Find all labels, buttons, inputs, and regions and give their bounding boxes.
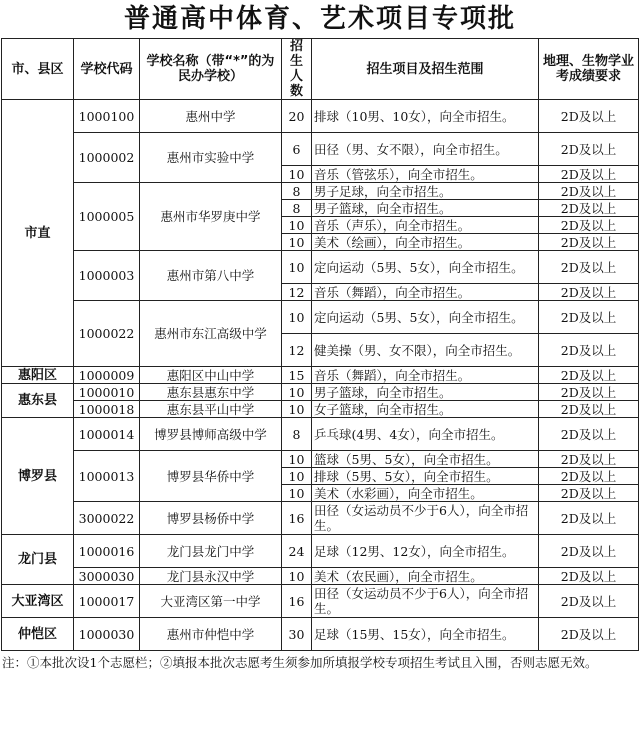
school-code: 1000018 <box>74 401 140 418</box>
count-cell: 8 <box>282 418 312 451</box>
school-name: 惠州市实验中学 <box>140 133 282 183</box>
table-row <box>2 251 639 284</box>
school-name: 龙门县龙门中学 <box>140 535 282 568</box>
region-cell: 博罗县 <box>2 418 74 535</box>
project-cell: 田径（女运动员不少于6人），向全市招生。 <box>312 502 539 535</box>
count-cell: 12 <box>282 334 312 367</box>
school-code: 1000010 <box>74 384 140 401</box>
project-cell: 音乐（舞蹈），向全市招生。 <box>312 367 539 384</box>
count-cell: 30 <box>282 618 312 651</box>
table-row <box>2 384 639 401</box>
project-cell: 排球（5男、5女），向全市招生。 <box>312 468 539 485</box>
req-cell: 2D及以上 <box>539 401 639 418</box>
project-cell: 田径（女运动员不少于6人），向全市招生。 <box>312 585 539 618</box>
project-cell: 定向运动（5男、5女），向全市招生。 <box>312 251 539 284</box>
project-cell: 排球（10男、10女），向全市招生。 <box>312 100 539 133</box>
school-name: 惠阳区中山中学 <box>140 367 282 384</box>
count-cell: 10 <box>282 234 312 251</box>
table-row <box>2 418 639 451</box>
school-name: 惠州市东江高级中学 <box>140 301 282 367</box>
header-count: 招生人数 <box>282 39 312 100</box>
header-req: 地理、生物学业考成绩要求 <box>539 39 639 100</box>
req-cell: 2D及以上 <box>539 200 639 217</box>
project-cell: 音乐（舞蹈），向全市招生。 <box>312 284 539 301</box>
req-cell: 2D及以上 <box>539 251 639 284</box>
count-cell: 24 <box>282 535 312 568</box>
req-cell: 2D及以上 <box>539 234 639 251</box>
school-code: 1000013 <box>74 451 140 502</box>
count-cell: 10 <box>282 166 312 183</box>
school-code: 3000022 <box>74 502 140 535</box>
project-cell: 美术（农民画），向全市招生。 <box>312 568 539 585</box>
school-name: 惠州市第八中学 <box>140 251 282 301</box>
req-cell: 2D及以上 <box>539 301 639 334</box>
req-cell: 2D及以上 <box>539 585 639 618</box>
table-row <box>2 183 639 200</box>
project-cell: 篮球（5男、5女），向全市招生。 <box>312 451 539 468</box>
school-name: 惠州市华罗庚中学 <box>140 183 282 251</box>
req-cell: 2D及以上 <box>539 502 639 535</box>
count-cell: 6 <box>282 133 312 166</box>
req-cell: 2D及以上 <box>539 367 639 384</box>
req-cell: 2D及以上 <box>539 384 639 401</box>
req-cell: 2D及以上 <box>539 284 639 301</box>
count-cell: 15 <box>282 367 312 384</box>
req-cell: 2D及以上 <box>539 166 639 183</box>
req-cell: 2D及以上 <box>539 217 639 234</box>
req-cell: 2D及以上 <box>539 133 639 166</box>
req-cell: 2D及以上 <box>539 485 639 502</box>
school-code: 1000100 <box>74 100 140 133</box>
school-name: 惠州中学 <box>140 100 282 133</box>
project-cell: 女子篮球，向全市招生。 <box>312 401 539 418</box>
req-cell: 2D及以上 <box>539 418 639 451</box>
footnote: 注：①本批次设1个志愿栏；②填报本批次志愿考生须参加所填报学校专项招生考试且入围，否则志愿无效。 <box>2 655 598 670</box>
table-row <box>2 568 639 585</box>
school-code: 1000003 <box>74 251 140 301</box>
region-cell: 惠阳区 <box>2 367 74 384</box>
count-cell: 12 <box>282 284 312 301</box>
count-cell: 10 <box>282 485 312 502</box>
count-cell: 8 <box>282 200 312 217</box>
table-row <box>2 535 639 568</box>
table-row <box>2 451 639 468</box>
region-cell: 惠东县 <box>2 384 74 418</box>
project-cell: 足球（15男、15女），向全市招生。 <box>312 618 539 651</box>
school-name: 惠东县惠东中学 <box>140 384 282 401</box>
school-name: 惠州市仲恺中学 <box>140 618 282 651</box>
school-code: 1000016 <box>74 535 140 568</box>
project-cell: 男子篮球，向全市招生。 <box>312 384 539 401</box>
school-name: 龙门县永汉中学 <box>140 568 282 585</box>
school-name: 大亚湾区第一中学 <box>140 585 282 618</box>
header-name: 学校名称（带“*”的为民办学校） <box>140 39 282 100</box>
count-cell: 10 <box>282 451 312 468</box>
school-name: 博罗县博师高级中学 <box>140 418 282 451</box>
count-cell: 10 <box>282 217 312 234</box>
table-row <box>2 585 639 618</box>
table-row <box>2 100 639 133</box>
count-cell: 20 <box>282 100 312 133</box>
req-cell: 2D及以上 <box>539 568 639 585</box>
count-cell: 16 <box>282 502 312 535</box>
count-cell: 10 <box>282 401 312 418</box>
region-cell: 龙门县 <box>2 535 74 585</box>
count-cell: 10 <box>282 568 312 585</box>
header-region: 市、县区 <box>2 39 74 100</box>
project-cell: 美术（水彩画），向全市招生。 <box>312 485 539 502</box>
req-cell: 2D及以上 <box>539 535 639 568</box>
table-row <box>2 133 639 166</box>
school-code: 1000005 <box>74 183 140 251</box>
school-name: 惠东县平山中学 <box>140 401 282 418</box>
project-cell: 乒乓球(4男、4女），向全市招生。 <box>312 418 539 451</box>
req-cell: 2D及以上 <box>539 334 639 367</box>
school-code: 3000030 <box>74 568 140 585</box>
region-cell: 大亚湾区 <box>2 585 74 618</box>
admission-table <box>1 38 639 651</box>
table-row <box>2 502 639 535</box>
region-cell: 市直 <box>2 100 74 367</box>
count-cell: 8 <box>282 183 312 200</box>
table-row <box>2 301 639 334</box>
school-code: 1000014 <box>74 418 140 451</box>
project-cell: 音乐（管弦乐），向全市招生。 <box>312 166 539 183</box>
req-cell: 2D及以上 <box>539 468 639 485</box>
school-code: 1000030 <box>74 618 140 651</box>
school-code: 1000002 <box>74 133 140 183</box>
header-project: 招生项目及招生范围 <box>312 39 539 100</box>
school-name: 博罗县杨侨中学 <box>140 502 282 535</box>
school-code: 1000009 <box>74 367 140 384</box>
project-cell: 音乐（声乐），向全市招生。 <box>312 217 539 234</box>
count-cell: 16 <box>282 585 312 618</box>
header-row <box>2 39 639 100</box>
project-cell: 健美操（男、女不限），向全市招生。 <box>312 334 539 367</box>
school-code: 1000017 <box>74 585 140 618</box>
school-code: 1000022 <box>74 301 140 367</box>
page-title: 普通高中体育、艺术项目专项批 <box>123 4 516 34</box>
table-row <box>2 401 639 418</box>
req-cell: 2D及以上 <box>539 100 639 133</box>
project-cell: 足球（12男、12女），向全市招生。 <box>312 535 539 568</box>
req-cell: 2D及以上 <box>539 618 639 651</box>
count-cell: 10 <box>282 301 312 334</box>
count-cell: 10 <box>282 384 312 401</box>
project-cell: 男子篮球，向全市招生。 <box>312 200 539 217</box>
table-row <box>2 618 639 651</box>
count-cell: 10 <box>282 251 312 284</box>
project-cell: 田径（男、女不限），向全市招生。 <box>312 133 539 166</box>
project-cell: 美术（绘画），向全市招生。 <box>312 234 539 251</box>
header-code: 学校代码 <box>74 39 140 100</box>
req-cell: 2D及以上 <box>539 183 639 200</box>
count-cell: 10 <box>282 468 312 485</box>
project-cell: 男子足球，向全市招生。 <box>312 183 539 200</box>
table-row <box>2 367 639 384</box>
region-cell: 仲恺区 <box>2 618 74 651</box>
school-name: 博罗县华侨中学 <box>140 451 282 502</box>
project-cell: 定向运动（5男、5女），向全市招生。 <box>312 301 539 334</box>
req-cell: 2D及以上 <box>539 451 639 468</box>
